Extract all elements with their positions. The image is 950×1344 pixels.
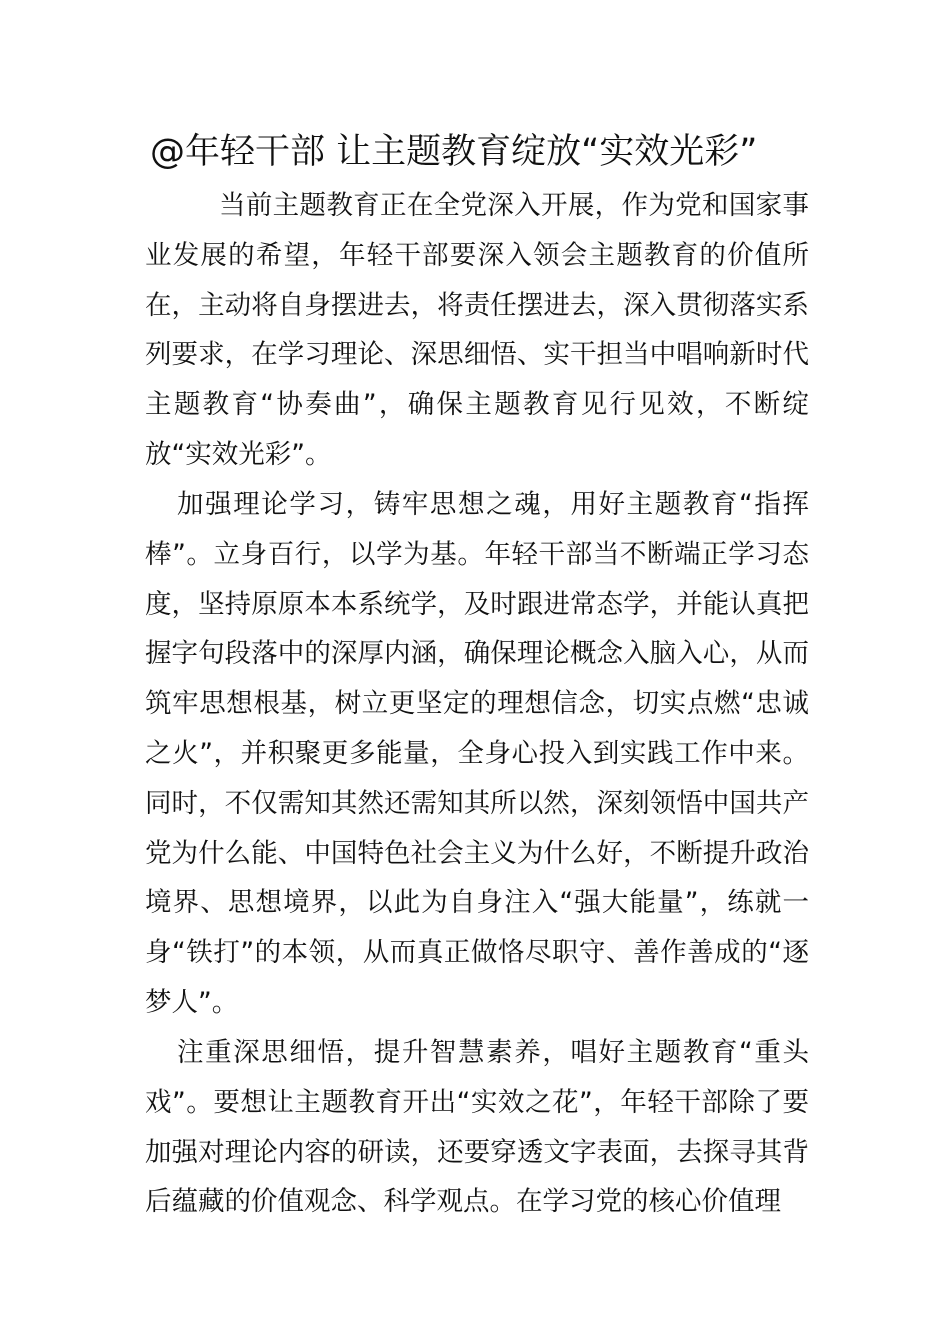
paragraph-theory-study: 加强理论学习，铸牢思想之魂，用好主题教育“指挥棒”。立身百行，以学为基。年轻干部当不断端正学习态度，坚持原原本本系统学，及时跟进常态学，并能认真把握字句段落中的深厚内涵，确保理论概念入脑入心，从而筑牢思想根基，树立更坚定的理想信念，切实点燃“忠诚之火”，并积聚更多能量，全身心投入到实践工作中来。同时，不仅需知其然还需知其所以然，深刻领悟中国共产党为什么能、中国特色社会主义为什么好，不断提升政治境界、思想境界，以此为自身注入“强大能量”，练就一身“铁打”的本领，从而真正做恪尽职守、善作善成的“逐梦人”。 bbox=[145, 489, 809, 1018]
paragraph-deep-thinking: 注重深思细悟，提升智慧素养，唱好主题教育“重头戏”。要想让主题教育开出“实效之花”，年轻干部除了要加强对理论内容的研读，还要穿透文字表面，去探寻其背后蕴藏的价值观念、科学观点。在学习党的核心价值理 bbox=[145, 1037, 809, 1218]
paragraph-intro: 当前主题教育正在全党深入开展，作为党和国家事业发展的希望，年轻干部要深入领会主题教育的价值所在，主动将自身摆进去，将责任摆进去，深入贯彻落实系列要求，在学习理论、深思细悟、实干担当中唱响新时代主题教育“协奏曲”，确保主题教育见行见效，不断绽放“实效光彩”。 bbox=[145, 190, 809, 470]
document-title: @年轻干部 让主题教育绽放“实效光彩” bbox=[150, 132, 758, 172]
